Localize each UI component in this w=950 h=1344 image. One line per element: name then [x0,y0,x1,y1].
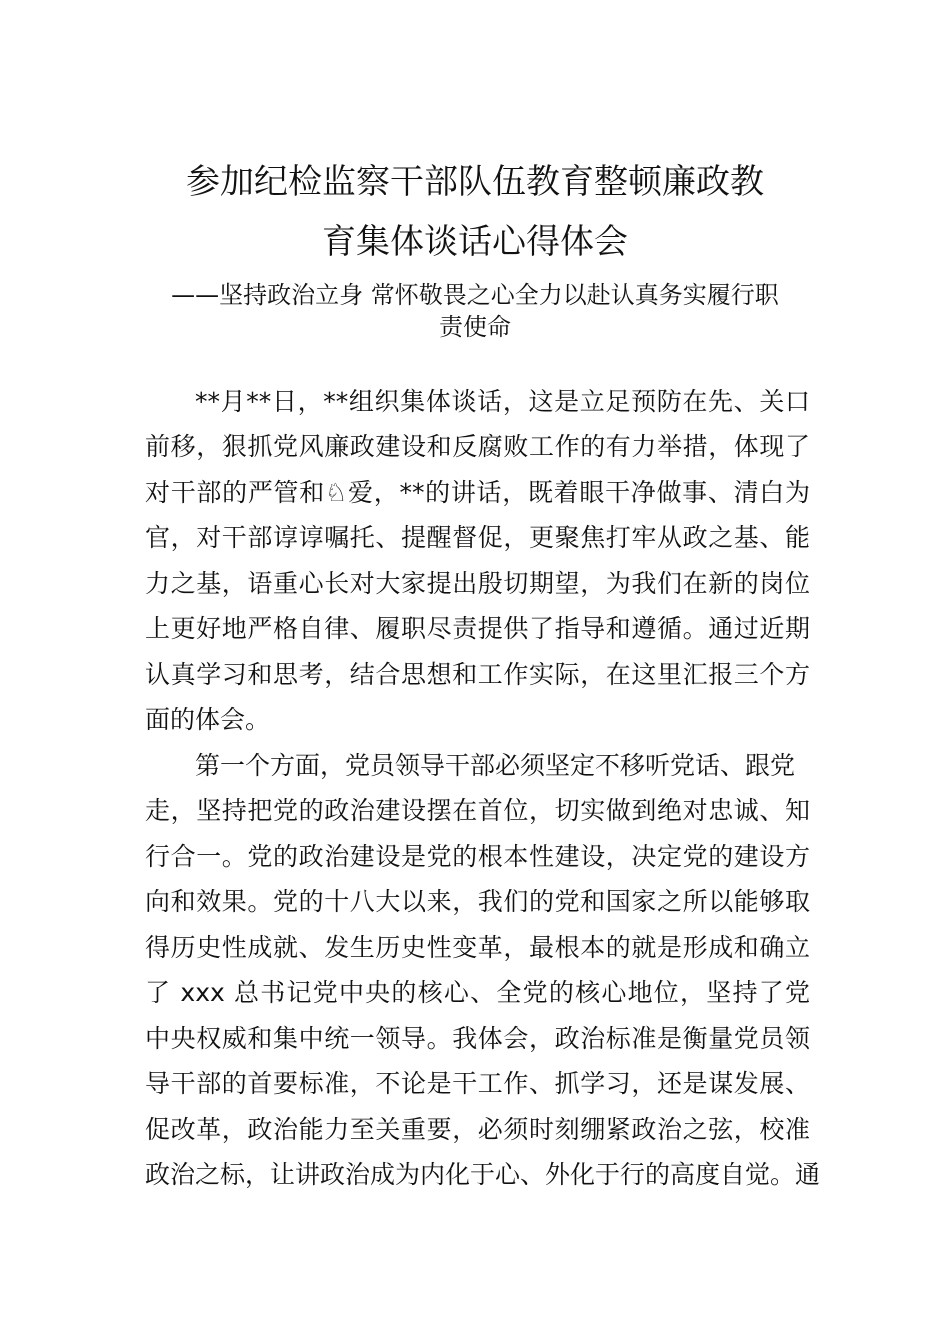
paragraph-line: 认真学习和思考，结合思想和工作实际，在这里汇报三个方 [145,660,810,689]
paragraph-line: 走，坚持把党的政治建设摆在首位，切实做到绝对忠诚、知 [145,796,810,825]
paragraph-line: 得历史性成就、发生历史性变革，最根本的就是形成和确立 [145,933,810,962]
paragraph-line: 向和效果。党的十八大以来，我们的党和国家之所以能够取 [145,887,810,916]
document-subtitle-line-2: 责使命 [439,313,511,341]
paragraph-line: 了 xxx 总书记党中央的核心、全党的核心地位，坚持了党 [145,978,810,1007]
paragraph-line: 促改革，政治能力至关重要，必须时刻绷紧政治之弦，校准 [145,1115,810,1144]
document-title-line-1: 参加纪检监察干部队伍教育整顿廉政教 [186,162,764,202]
paragraph-line: 力之基，语重心长对大家提出殷切期望，为我们在新的岗位 [145,569,810,598]
paragraph-line: 前移，狠抓党风廉政建设和反腐败工作的有力举措，体现了 [145,432,810,461]
paragraph-line: 对干部的严管和♘爱，**的讲话，既着眼干净做事、清白为 [145,478,810,507]
paragraph-line: 上更好地严格自律、履职尽责提供了指导和遵循。通过近期 [145,614,810,643]
paragraph-line: 政治之标，让讲政治成为内化于心、外化于行的高度自觉。通 [145,1160,821,1189]
paragraph-line: 第一个方面，党员领导干部必须坚定不移听党话、跟党 [195,751,796,780]
paragraph-line: 官，对干部谆谆嘱托、提醒督促，更聚焦打牢从政之基、能 [145,523,810,552]
paragraph-line: 面的体会。 [145,705,271,734]
document-title-line-2: 育集体谈话心得体会 [322,222,628,262]
paragraph-line: 中央权威和集中统一领导。我体会，政治标准是衡量党员领 [145,1024,810,1053]
paragraph-line: 行合一。党的政治建设是党的根本性建设，决定党的建设方 [145,842,810,871]
document-subtitle-line-1: ——坚持政治立身 常怀敬畏之心全力以赴认真务实履行职 [171,281,779,309]
paragraph-line: **月**日，**组织集体谈话，这是立足预防在先、关口 [195,387,810,416]
paragraph-line: 导干部的首要标准，不论是干工作、抓学习，还是谋发展、 [145,1069,810,1098]
